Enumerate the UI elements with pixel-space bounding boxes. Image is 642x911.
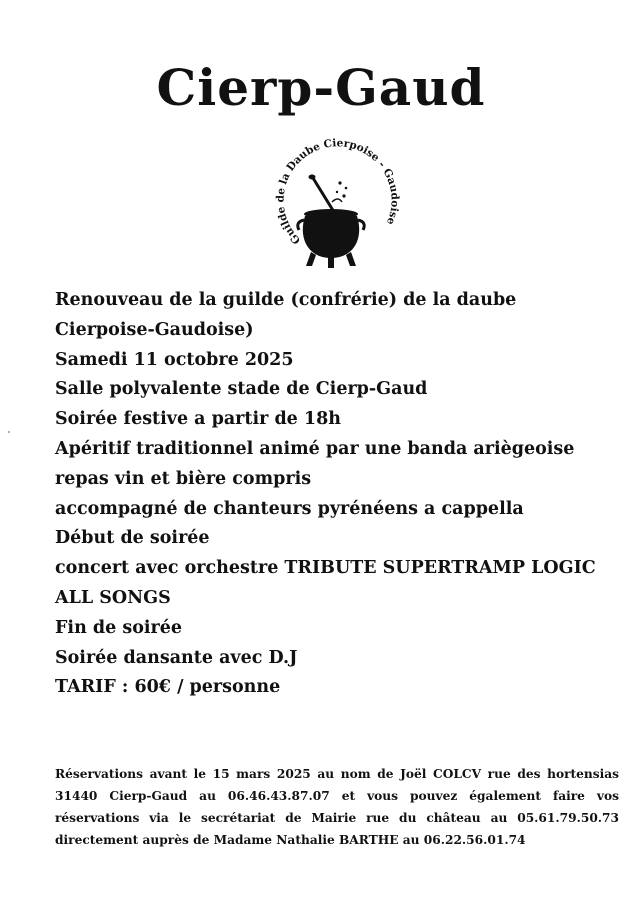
program-line-price: TARIF : 60€ / personne: [55, 677, 281, 698]
emblem-ring-text: Guilde de la Daube Cierpoise - Gaudoise: [274, 137, 401, 247]
program-line-concert: concert avec orchestre TRIBUTE SUPERTRAMP LOGIC ALL SONGS: [55, 558, 596, 608]
program-line-start: Soirée festive a partir de 18h: [55, 409, 341, 430]
scan-speck: [8, 431, 10, 433]
page-title: Cierp-Gaud: [156, 58, 486, 117]
program-line-dance: Soirée dansante avec D.J: [55, 647, 298, 668]
program-line-aperitif: Apéritif traditionnel animé par une banda ariègeoise: [55, 438, 575, 459]
cauldron-icon: [298, 175, 364, 269]
program-line-venue: Salle polyvalente stade de Cierp-Gaud: [55, 379, 428, 400]
program-line-meal: repas vin et bière compris: [55, 468, 312, 489]
guild-emblem: [256, 128, 406, 278]
reservation-info: Réservations avant le 15 mars 2025 au nom de Joël COLCV rue des hortensias 31440 Cierp-Gaud au 06.46.43.87.07 et vous pouvez également faire vos réservations via le secrétariat de Mairie rue du château au 05.61.79.50.73 directement auprès de Madame Nathalie BARTHE au 06.22.56.01.74: [55, 767, 619, 847]
program-line-singers: accompagné de chanteurs pyrénéens a cappella: [55, 498, 524, 519]
event-program: [55, 286, 603, 703]
program-line-revival: Renouveau de la guilde (confrérie) de la daube Cierpoise-Gaudoise): [55, 290, 517, 340]
program-line-late-evening: Fin de soirée: [55, 617, 183, 638]
program-line-date: Samedi 11 octobre 2025: [55, 349, 294, 370]
program-line-early-evening: Début de soirée: [55, 528, 210, 549]
